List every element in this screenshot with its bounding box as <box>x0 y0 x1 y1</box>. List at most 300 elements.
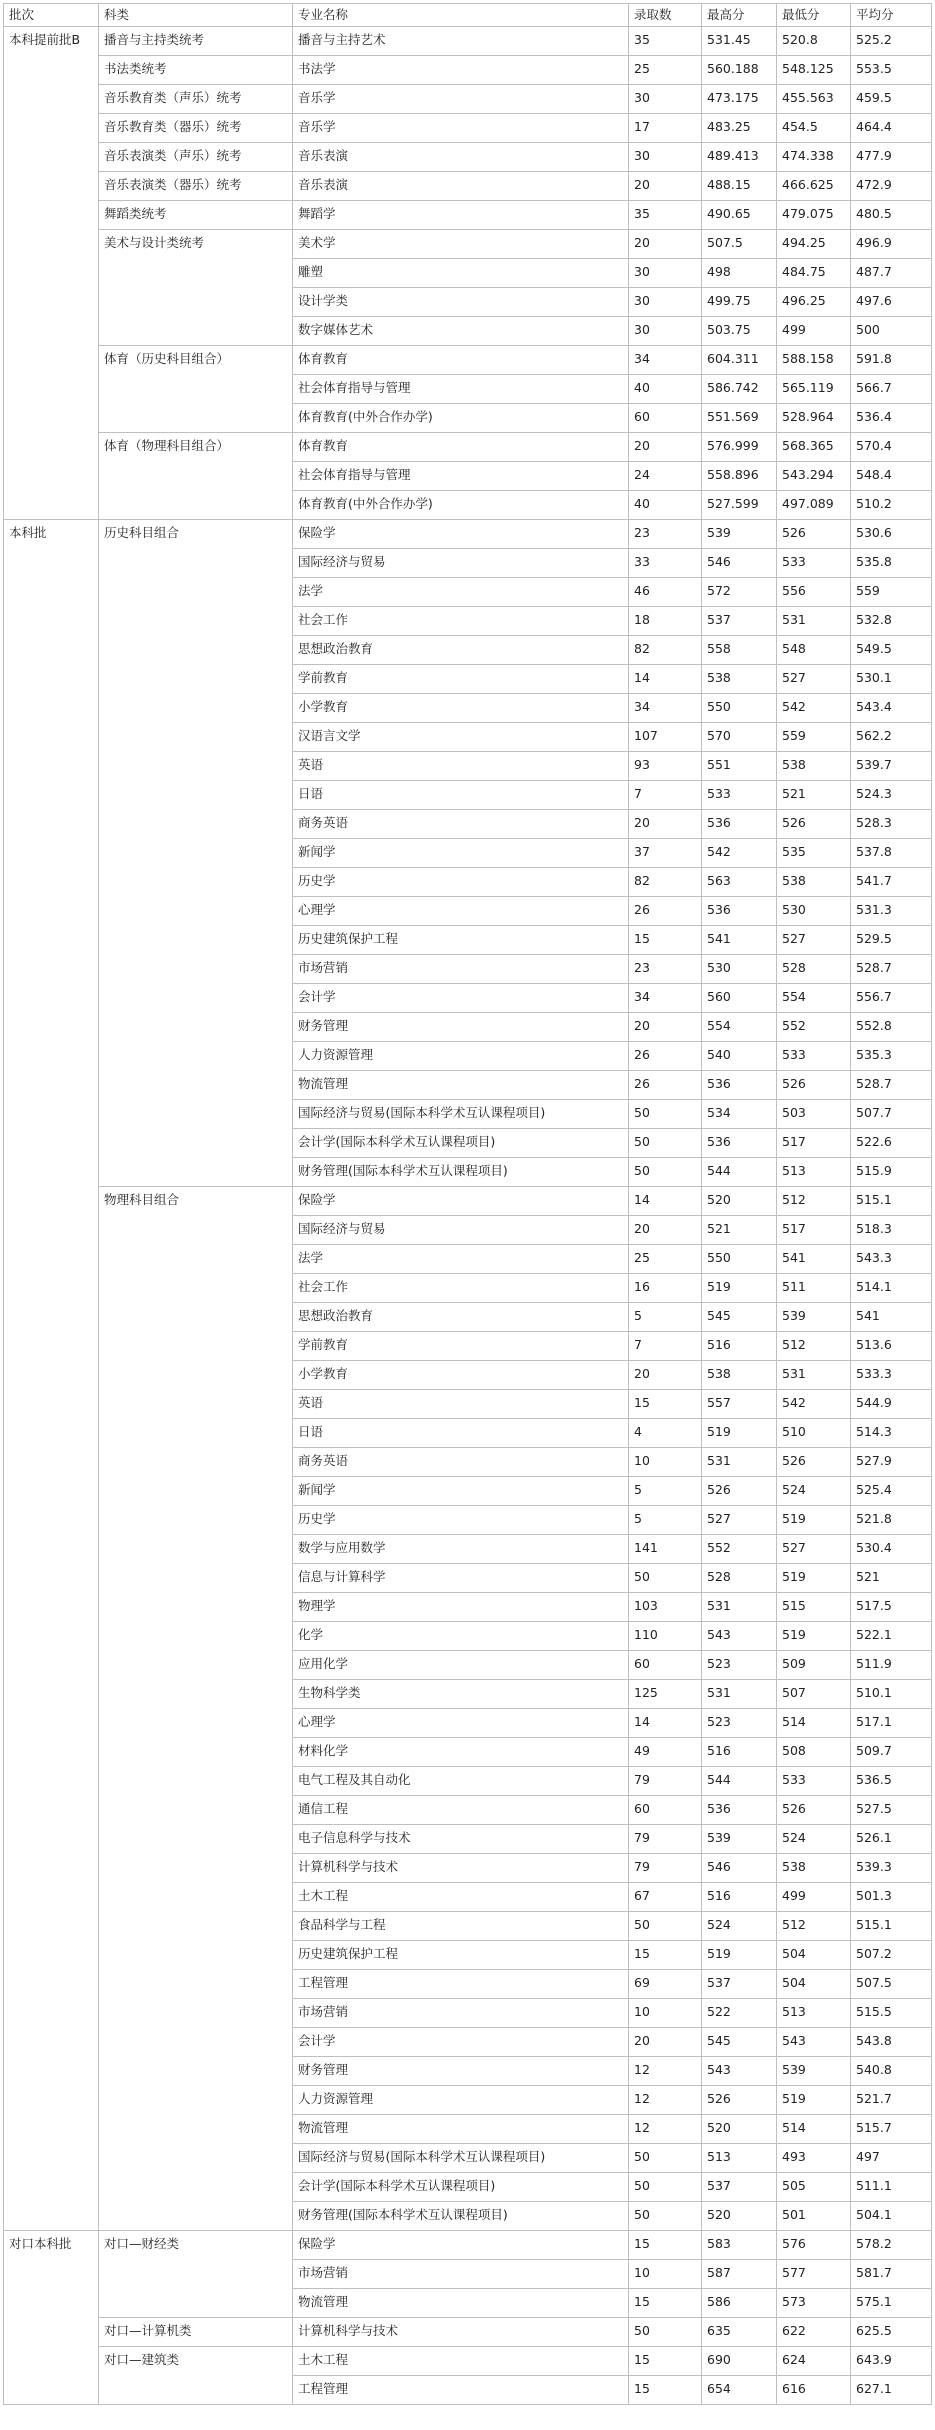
min-score-cell: 515 <box>777 1593 851 1622</box>
avg-score-cell: 515.7 <box>851 2115 932 2144</box>
avg-score-cell: 514.3 <box>851 1419 932 1448</box>
min-score-cell: 511 <box>777 1274 851 1303</box>
max-score-cell: 552 <box>702 1535 777 1564</box>
max-score-cell: 586 <box>702 2289 777 2318</box>
major-cell: 汉语言文学 <box>293 723 629 752</box>
major-cell: 电子信息科学与技术 <box>293 1825 629 1854</box>
enrollment-cell: 35 <box>629 201 702 230</box>
max-score-cell: 551 <box>702 752 777 781</box>
enrollment-cell: 30 <box>629 143 702 172</box>
min-score-cell: 504 <box>777 1970 851 1999</box>
enrollment-cell: 93 <box>629 752 702 781</box>
enrollment-cell: 50 <box>629 2144 702 2173</box>
major-cell: 保险学 <box>293 1187 629 1216</box>
min-score-cell: 514 <box>777 1709 851 1738</box>
major-cell: 社会体育指导与管理 <box>293 375 629 404</box>
major-cell: 食品科学与工程 <box>293 1912 629 1941</box>
min-score-cell: 554 <box>777 984 851 1013</box>
avg-score-cell: 472.9 <box>851 172 932 201</box>
major-cell: 商务英语 <box>293 810 629 839</box>
table-row <box>4 433 932 462</box>
max-score-cell: 537 <box>702 2173 777 2202</box>
avg-score-cell: 539.3 <box>851 1854 932 1883</box>
max-score-cell: 516 <box>702 1883 777 1912</box>
major-cell: 音乐学 <box>293 114 629 143</box>
min-score-cell: 454.5 <box>777 114 851 143</box>
major-cell: 市场营销 <box>293 955 629 984</box>
category-cell: 播音与主持类统考 <box>99 27 293 56</box>
min-score-cell: 496.25 <box>777 288 851 317</box>
avg-score-cell: 553.5 <box>851 56 932 85</box>
major-cell: 历史学 <box>293 1506 629 1535</box>
major-cell: 国际经济与贸易 <box>293 1216 629 1245</box>
max-score-cell: 507.5 <box>702 230 777 259</box>
max-score-cell: 554 <box>702 1013 777 1042</box>
major-cell: 工程管理 <box>293 2376 629 2405</box>
max-score-cell: 516 <box>702 1738 777 1767</box>
batch-cell: 本科批 <box>4 520 99 2231</box>
table-row <box>4 2347 932 2376</box>
max-score-cell: 473.175 <box>702 85 777 114</box>
avg-score-cell: 559 <box>851 578 932 607</box>
min-score-cell: 520.8 <box>777 27 851 56</box>
min-score-cell: 521 <box>777 781 851 810</box>
enrollment-cell: 20 <box>629 1216 702 1245</box>
enrollment-cell: 34 <box>629 694 702 723</box>
min-score-cell: 519 <box>777 2086 851 2115</box>
major-cell: 音乐学 <box>293 85 629 114</box>
major-cell: 物流管理 <box>293 1071 629 1100</box>
max-score-cell: 545 <box>702 2028 777 2057</box>
avg-score-cell: 522.6 <box>851 1129 932 1158</box>
enrollment-cell: 40 <box>629 375 702 404</box>
min-score-cell: 526 <box>777 1071 851 1100</box>
enrollment-cell: 10 <box>629 1999 702 2028</box>
max-score-cell: 543 <box>702 1622 777 1651</box>
enrollment-cell: 33 <box>629 549 702 578</box>
min-score-cell: 455.563 <box>777 85 851 114</box>
avg-score-cell: 578.2 <box>851 2231 932 2260</box>
major-cell: 英语 <box>293 1390 629 1419</box>
min-score-cell: 548 <box>777 636 851 665</box>
enrollment-cell: 14 <box>629 1709 702 1738</box>
major-cell: 体育教育 <box>293 346 629 375</box>
avg-score-cell: 549.5 <box>851 636 932 665</box>
min-score-cell: 531 <box>777 1361 851 1390</box>
avg-score-cell: 528.3 <box>851 810 932 839</box>
avg-score-cell: 515.1 <box>851 1912 932 1941</box>
enrollment-cell: 50 <box>629 1129 702 1158</box>
avg-score-cell: 515.9 <box>851 1158 932 1187</box>
max-score-cell: 524 <box>702 1912 777 1941</box>
header-major: 专业名称 <box>293 4 629 27</box>
avg-score-cell: 525.2 <box>851 27 932 56</box>
major-cell: 市场营销 <box>293 1999 629 2028</box>
max-score-cell: 635 <box>702 2318 777 2347</box>
major-cell: 通信工程 <box>293 1796 629 1825</box>
max-score-cell: 536 <box>702 1796 777 1825</box>
category-cell: 书法类统考 <box>99 56 293 85</box>
avg-score-cell: 556.7 <box>851 984 932 1013</box>
table-row <box>4 201 932 230</box>
avg-score-cell: 526.1 <box>851 1825 932 1854</box>
max-score-cell: 534 <box>702 1100 777 1129</box>
enrollment-cell: 20 <box>629 172 702 201</box>
major-cell: 保险学 <box>293 520 629 549</box>
max-score-cell: 544 <box>702 1767 777 1796</box>
avg-score-cell: 531.3 <box>851 897 932 926</box>
major-cell: 心理学 <box>293 1709 629 1738</box>
max-score-cell: 542 <box>702 839 777 868</box>
max-score-cell: 527.599 <box>702 491 777 520</box>
avg-score-cell: 530.1 <box>851 665 932 694</box>
avg-score-cell: 522.1 <box>851 1622 932 1651</box>
avg-score-cell: 535.3 <box>851 1042 932 1071</box>
major-cell: 工程管理 <box>293 1970 629 1999</box>
min-score-cell: 519 <box>777 1564 851 1593</box>
min-score-cell: 622 <box>777 2318 851 2347</box>
max-score-cell: 572 <box>702 578 777 607</box>
major-cell: 学前教育 <box>293 665 629 694</box>
max-score-cell: 540 <box>702 1042 777 1071</box>
max-score-cell: 545 <box>702 1303 777 1332</box>
max-score-cell: 550 <box>702 1245 777 1274</box>
avg-score-cell: 643.9 <box>851 2347 932 2376</box>
enrollment-cell: 17 <box>629 114 702 143</box>
max-score-cell: 654 <box>702 2376 777 2405</box>
avg-score-cell: 497.6 <box>851 288 932 317</box>
category-cell: 历史科目组合 <box>99 520 293 1187</box>
enrollment-cell: 79 <box>629 1767 702 1796</box>
enrollment-cell: 5 <box>629 1303 702 1332</box>
avg-score-cell: 535.8 <box>851 549 932 578</box>
avg-score-cell: 509.7 <box>851 1738 932 1767</box>
major-cell: 数学与应用数学 <box>293 1535 629 1564</box>
table-row <box>4 85 932 114</box>
max-score-cell: 538 <box>702 1361 777 1390</box>
enrollment-cell: 7 <box>629 1332 702 1361</box>
major-cell: 财务管理 <box>293 2057 629 2086</box>
min-score-cell: 509 <box>777 1651 851 1680</box>
major-cell: 会计学(国际本科学术互认课程项目) <box>293 2173 629 2202</box>
major-cell: 物理学 <box>293 1593 629 1622</box>
category-cell: 对口—建筑类 <box>99 2347 293 2405</box>
avg-score-cell: 539.7 <box>851 752 932 781</box>
min-score-cell: 513 <box>777 1999 851 2028</box>
enrollment-cell: 16 <box>629 1274 702 1303</box>
header-avg-score: 平均分 <box>851 4 932 27</box>
min-score-cell: 531 <box>777 607 851 636</box>
major-cell: 思想政治教育 <box>293 1303 629 1332</box>
major-cell: 土木工程 <box>293 1883 629 1912</box>
major-cell: 生物科学类 <box>293 1680 629 1709</box>
major-cell: 会计学 <box>293 984 629 1013</box>
max-score-cell: 690 <box>702 2347 777 2376</box>
enrollment-cell: 10 <box>629 1448 702 1477</box>
min-score-cell: 527 <box>777 665 851 694</box>
min-score-cell: 527 <box>777 926 851 955</box>
enrollment-cell: 12 <box>629 2115 702 2144</box>
table-row <box>4 1187 932 1216</box>
max-score-cell: 520 <box>702 2115 777 2144</box>
max-score-cell: 526 <box>702 2086 777 2115</box>
enrollment-cell: 60 <box>629 1796 702 1825</box>
max-score-cell: 537 <box>702 607 777 636</box>
avg-score-cell: 480.5 <box>851 201 932 230</box>
enrollment-cell: 15 <box>629 2347 702 2376</box>
major-cell: 美术学 <box>293 230 629 259</box>
enrollment-cell: 30 <box>629 288 702 317</box>
major-cell: 音乐表演 <box>293 143 629 172</box>
max-score-cell: 587 <box>702 2260 777 2289</box>
major-cell: 国际经济与贸易(国际本科学术互认课程项目) <box>293 1100 629 1129</box>
min-score-cell: 538 <box>777 1854 851 1883</box>
max-score-cell: 604.311 <box>702 346 777 375</box>
min-score-cell: 565.119 <box>777 375 851 404</box>
max-score-cell: 536 <box>702 1071 777 1100</box>
enrollment-cell: 18 <box>629 607 702 636</box>
enrollment-cell: 103 <box>629 1593 702 1622</box>
enrollment-cell: 20 <box>629 2028 702 2057</box>
table-row <box>4 143 932 172</box>
avg-score-cell: 528.7 <box>851 955 932 984</box>
min-score-cell: 512 <box>777 1912 851 1941</box>
max-score-cell: 519 <box>702 1419 777 1448</box>
major-cell: 应用化学 <box>293 1651 629 1680</box>
max-score-cell: 536 <box>702 810 777 839</box>
max-score-cell: 531.45 <box>702 27 777 56</box>
avg-score-cell: 497 <box>851 2144 932 2173</box>
max-score-cell: 520 <box>702 1187 777 1216</box>
max-score-cell: 586.742 <box>702 375 777 404</box>
avg-score-cell: 511.9 <box>851 1651 932 1680</box>
major-cell: 会计学(国际本科学术互认课程项目) <box>293 1129 629 1158</box>
header-category: 科类 <box>99 4 293 27</box>
min-score-cell: 616 <box>777 2376 851 2405</box>
min-score-cell: 526 <box>777 1448 851 1477</box>
major-cell: 社会工作 <box>293 607 629 636</box>
major-cell: 播音与主持艺术 <box>293 27 629 56</box>
max-score-cell: 544 <box>702 1158 777 1187</box>
avg-score-cell: 527.9 <box>851 1448 932 1477</box>
min-score-cell: 513 <box>777 1158 851 1187</box>
major-cell: 日语 <box>293 1419 629 1448</box>
min-score-cell: 559 <box>777 723 851 752</box>
major-cell: 小学教育 <box>293 694 629 723</box>
max-score-cell: 558.896 <box>702 462 777 491</box>
min-score-cell: 510 <box>777 1419 851 1448</box>
batch-cell: 本科提前批B <box>4 27 99 520</box>
enrollment-cell: 15 <box>629 1941 702 1970</box>
min-score-cell: 533 <box>777 1042 851 1071</box>
max-score-cell: 523 <box>702 1651 777 1680</box>
major-cell: 新闻学 <box>293 839 629 868</box>
max-score-cell: 498 <box>702 259 777 288</box>
avg-score-cell: 487.7 <box>851 259 932 288</box>
max-score-cell: 539 <box>702 520 777 549</box>
max-score-cell: 550 <box>702 694 777 723</box>
avg-score-cell: 543.3 <box>851 1245 932 1274</box>
avg-score-cell: 540.8 <box>851 2057 932 2086</box>
min-score-cell: 542 <box>777 694 851 723</box>
table-row <box>4 172 932 201</box>
max-score-cell: 516 <box>702 1332 777 1361</box>
min-score-cell: 524 <box>777 1825 851 1854</box>
avg-score-cell: 529.5 <box>851 926 932 955</box>
min-score-cell: 526 <box>777 520 851 549</box>
category-cell: 舞蹈类统考 <box>99 201 293 230</box>
enrollment-cell: 15 <box>629 1390 702 1419</box>
table-row <box>4 2318 932 2347</box>
max-score-cell: 541 <box>702 926 777 955</box>
enrollment-cell: 15 <box>629 2289 702 2318</box>
avg-score-cell: 581.7 <box>851 2260 932 2289</box>
min-score-cell: 494.25 <box>777 230 851 259</box>
enrollment-cell: 15 <box>629 2231 702 2260</box>
max-score-cell: 519 <box>702 1274 777 1303</box>
max-score-cell: 538 <box>702 665 777 694</box>
max-score-cell: 558 <box>702 636 777 665</box>
category-cell: 体育（物理科目组合） <box>99 433 293 520</box>
max-score-cell: 483.25 <box>702 114 777 143</box>
min-score-cell: 507 <box>777 1680 851 1709</box>
enrollment-cell: 23 <box>629 955 702 984</box>
enrollment-cell: 79 <box>629 1854 702 1883</box>
major-cell: 信息与计算科学 <box>293 1564 629 1593</box>
max-score-cell: 537 <box>702 1970 777 1999</box>
min-score-cell: 527 <box>777 1535 851 1564</box>
min-score-cell: 526 <box>777 810 851 839</box>
major-cell: 电气工程及其自动化 <box>293 1767 629 1796</box>
min-score-cell: 474.338 <box>777 143 851 172</box>
major-cell: 小学教育 <box>293 1361 629 1390</box>
avg-score-cell: 513.6 <box>851 1332 932 1361</box>
avg-score-cell: 570.4 <box>851 433 932 462</box>
avg-score-cell: 530.4 <box>851 1535 932 1564</box>
min-score-cell: 533 <box>777 549 851 578</box>
min-score-cell: 466.625 <box>777 172 851 201</box>
avg-score-cell: 521 <box>851 1564 932 1593</box>
major-cell: 新闻学 <box>293 1477 629 1506</box>
max-score-cell: 560 <box>702 984 777 1013</box>
major-cell: 人力资源管理 <box>293 2086 629 2115</box>
max-score-cell: 519 <box>702 1941 777 1970</box>
category-cell: 美术与设计类统考 <box>99 230 293 346</box>
min-score-cell: 538 <box>777 752 851 781</box>
major-cell: 物流管理 <box>293 2115 629 2144</box>
avg-score-cell: 518.3 <box>851 1216 932 1245</box>
table-header-row <box>4 4 932 27</box>
major-cell: 财务管理(国际本科学术互认课程项目) <box>293 1158 629 1187</box>
avg-score-cell: 477.9 <box>851 143 932 172</box>
min-score-cell: 517 <box>777 1216 851 1245</box>
major-cell: 法学 <box>293 1245 629 1274</box>
max-score-cell: 531 <box>702 1593 777 1622</box>
enrollment-cell: 30 <box>629 259 702 288</box>
enrollment-cell: 20 <box>629 810 702 839</box>
max-score-cell: 531 <box>702 1448 777 1477</box>
major-cell: 计算机科学与技术 <box>293 1854 629 1883</box>
min-score-cell: 588.158 <box>777 346 851 375</box>
avg-score-cell: 521.7 <box>851 2086 932 2115</box>
avg-score-cell: 562.2 <box>851 723 932 752</box>
major-cell: 化学 <box>293 1622 629 1651</box>
major-cell: 法学 <box>293 578 629 607</box>
enrollment-cell: 7 <box>629 781 702 810</box>
min-score-cell: 519 <box>777 1506 851 1535</box>
major-cell: 社会工作 <box>293 1274 629 1303</box>
max-score-cell: 499.75 <box>702 288 777 317</box>
enrollment-cell: 141 <box>629 1535 702 1564</box>
min-score-cell: 542 <box>777 1390 851 1419</box>
enrollment-cell: 30 <box>629 85 702 114</box>
min-score-cell: 573 <box>777 2289 851 2318</box>
min-score-cell: 530 <box>777 897 851 926</box>
major-cell: 商务英语 <box>293 1448 629 1477</box>
enrollment-cell: 35 <box>629 27 702 56</box>
enrollment-cell: 5 <box>629 1506 702 1535</box>
max-score-cell: 531 <box>702 1680 777 1709</box>
max-score-cell: 533 <box>702 781 777 810</box>
major-cell: 历史建筑保护工程 <box>293 1941 629 1970</box>
major-cell: 日语 <box>293 781 629 810</box>
enrollment-cell: 30 <box>629 317 702 346</box>
max-score-cell: 523 <box>702 1709 777 1738</box>
enrollment-cell: 79 <box>629 1825 702 1854</box>
max-score-cell: 551.569 <box>702 404 777 433</box>
max-score-cell: 536 <box>702 1129 777 1158</box>
major-cell: 英语 <box>293 752 629 781</box>
max-score-cell: 520 <box>702 2202 777 2231</box>
max-score-cell: 526 <box>702 1477 777 1506</box>
category-cell: 音乐表演类（声乐）统考 <box>99 143 293 172</box>
max-score-cell: 503.75 <box>702 317 777 346</box>
min-score-cell: 524 <box>777 1477 851 1506</box>
min-score-cell: 538 <box>777 868 851 897</box>
min-score-cell: 499 <box>777 1883 851 1912</box>
category-cell: 音乐教育类（器乐）统考 <box>99 114 293 143</box>
avg-score-cell: 566.7 <box>851 375 932 404</box>
enrollment-cell: 50 <box>629 2202 702 2231</box>
enrollment-cell: 26 <box>629 1071 702 1100</box>
avg-score-cell: 536.4 <box>851 404 932 433</box>
table-body <box>4 27 932 2405</box>
enrollment-cell: 69 <box>629 1970 702 1999</box>
avg-score-cell: 548.4 <box>851 462 932 491</box>
avg-score-cell: 507.7 <box>851 1100 932 1129</box>
avg-score-cell: 537.8 <box>851 839 932 868</box>
enrollment-cell: 25 <box>629 56 702 85</box>
max-score-cell: 570 <box>702 723 777 752</box>
avg-score-cell: 496.9 <box>851 230 932 259</box>
avg-score-cell: 527.5 <box>851 1796 932 1825</box>
enrollment-cell: 26 <box>629 1042 702 1071</box>
major-cell: 体育教育 <box>293 433 629 462</box>
avg-score-cell: 543.8 <box>851 2028 932 2057</box>
category-cell: 对口—计算机类 <box>99 2318 293 2347</box>
min-score-cell: 533 <box>777 1767 851 1796</box>
enrollment-cell: 20 <box>629 230 702 259</box>
max-score-cell: 539 <box>702 1825 777 1854</box>
major-cell: 财务管理 <box>293 1013 629 1042</box>
table-row <box>4 230 932 259</box>
min-score-cell: 535 <box>777 839 851 868</box>
avg-score-cell: 521.8 <box>851 1506 932 1535</box>
table-row <box>4 346 932 375</box>
admission-score-table <box>3 3 932 2405</box>
category-cell: 音乐表演类（器乐）统考 <box>99 172 293 201</box>
max-score-cell: 546 <box>702 1854 777 1883</box>
